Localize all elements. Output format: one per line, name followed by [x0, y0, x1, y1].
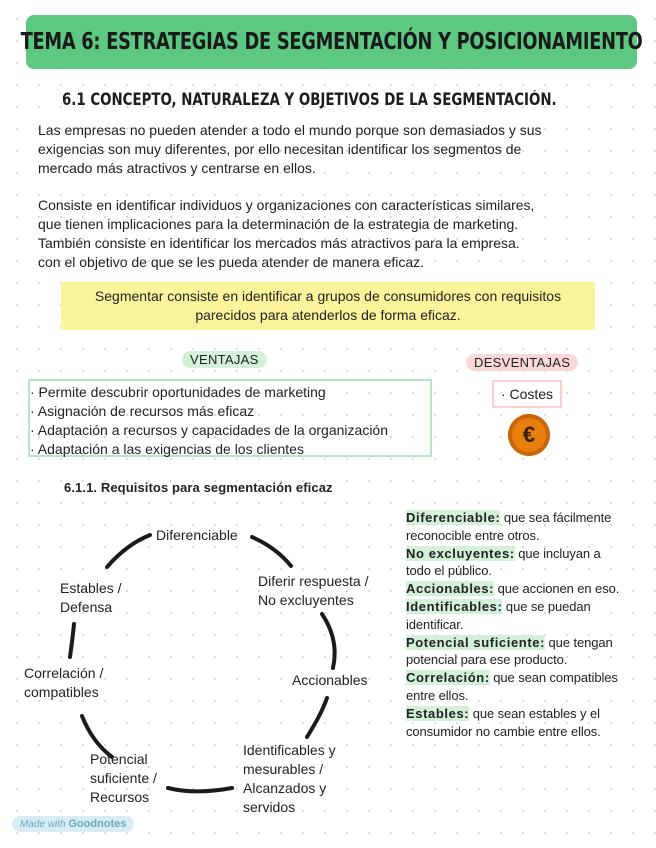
text-line: Identificables y [243, 742, 336, 758]
text-line: Potencial [90, 751, 148, 767]
text-line: servidos [243, 799, 296, 815]
page-title: TEMA 6: ESTRATEGIAS DE SEGMENTACIÓN Y POSICIONAMIENTO [20, 29, 643, 55]
text-line: Alcanzados y [243, 780, 327, 796]
text-line: que tienen implicaciones para la determinación de la estrategia de marketing. [38, 216, 519, 232]
requirement-desc: que se puedan identificar. [406, 598, 591, 632]
requirement-item [406, 580, 622, 598]
watermark-prefix: Made with [20, 819, 66, 830]
text-line: Estables / [60, 580, 122, 596]
cycle-accionables: Accionables [292, 672, 368, 688]
requirements-heading: 6.1.1. Requisitos para segmentación eficaz [64, 480, 333, 495]
cycle-arc [322, 614, 335, 668]
text-line: parecidos para atenderlos de forma eficaz. [195, 307, 461, 323]
disadvantages-label: DESVENTAJAS [466, 354, 578, 371]
requirement-term: Potencial suficiente: [406, 634, 546, 650]
advantages-label: VENTAJAS [182, 351, 267, 368]
list-item: · Asignación de recursos más eficaz [30, 403, 255, 419]
requirement-item [406, 545, 622, 581]
cycle-arc [168, 788, 232, 791]
text-line: Recursos [90, 789, 150, 805]
watermark-brand: Goodnotes [68, 818, 127, 830]
text-line: suficiente / [90, 770, 157, 786]
requirement-term: Correlación: [406, 670, 490, 686]
requirement-desc: que sean estables y el consumidor no cambie entre ellos. [406, 705, 601, 739]
cycle-identificables [243, 741, 336, 817]
cycle-arc [107, 535, 150, 567]
requirement-desc: que incluyan a todo el público. [406, 545, 601, 579]
requirement-item [406, 705, 622, 741]
cycle-arc [70, 624, 74, 657]
requirement-desc: que tengan potencial para ese producto. [406, 634, 613, 668]
list-item: · Costes [500, 386, 554, 402]
euro-symbol: € [522, 422, 536, 447]
requirement-term: Estables: [406, 705, 470, 721]
text-line: exigencias son muy diferentes, por ello necesitan identificar los segmentos de [38, 141, 522, 157]
cycle-correlacion [24, 664, 103, 702]
requirement-desc: que sea fácilmente reconocible entre otros. [406, 510, 612, 543]
requirement-term: Identificables: [406, 598, 503, 614]
requirement-term: Diferenciable: [406, 510, 501, 525]
requirements-definitions [406, 509, 622, 740]
requirement-term: No excluyentes: [406, 545, 515, 561]
text-line: Correlación / [24, 665, 104, 681]
list-item: · Adaptación a recursos y capacidades de la organización [30, 422, 388, 438]
text-line: Consiste en identificar individuos y organizaciones con características similares, [38, 197, 535, 213]
cycle-estables [60, 579, 121, 617]
text-line: mercado más atractivos y centrarse en ellos. [38, 160, 316, 176]
list-item: · Permite descubrir oportunidades de marketing [30, 384, 326, 400]
requirement-desc: que accionen en eso. [494, 581, 620, 597]
cycle-diferir-respuesta [258, 572, 368, 610]
text-line: También consiste en identificar los mercados más atractivos para la empresa. [38, 235, 520, 251]
text-line: Diferir respuesta / [258, 573, 369, 589]
cycle-arc [307, 698, 327, 737]
text-line: compatibles [24, 684, 99, 700]
cycle-potencial [90, 750, 157, 807]
goodnotes-watermark [12, 816, 134, 832]
requirement-term: Accionables: [406, 581, 495, 597]
text-line: Las empresas no pueden atender a todo el mundo porque son demasiados y sus [38, 122, 542, 138]
section-heading: 6.1 CONCEPTO, NATURALEZA Y OBJETIVOS DE LA SEGMENTACIÓN. [62, 90, 557, 109]
requirement-item [406, 598, 622, 634]
text-line: Segmentar consiste en identificar a grupos de consumidores con requisitos [94, 288, 562, 304]
text-line: No excluyentes [258, 592, 354, 608]
list-item: · Adaptación a las exigencias de los clientes [30, 441, 304, 457]
text-line: mesurables / [243, 761, 324, 777]
text-line: Defensa [60, 599, 113, 615]
requirement-item [406, 509, 622, 545]
requirement-item [406, 634, 622, 670]
text-line: con el objetivo de que se les pueda atender de manera eficaz. [38, 254, 425, 270]
requirement-desc: que sean compatibles entre ellos. [406, 670, 618, 703]
requirement-item [406, 669, 622, 705]
cycle-arc [252, 537, 291, 566]
cycle-diferenciable: Diferenciable [156, 527, 238, 543]
